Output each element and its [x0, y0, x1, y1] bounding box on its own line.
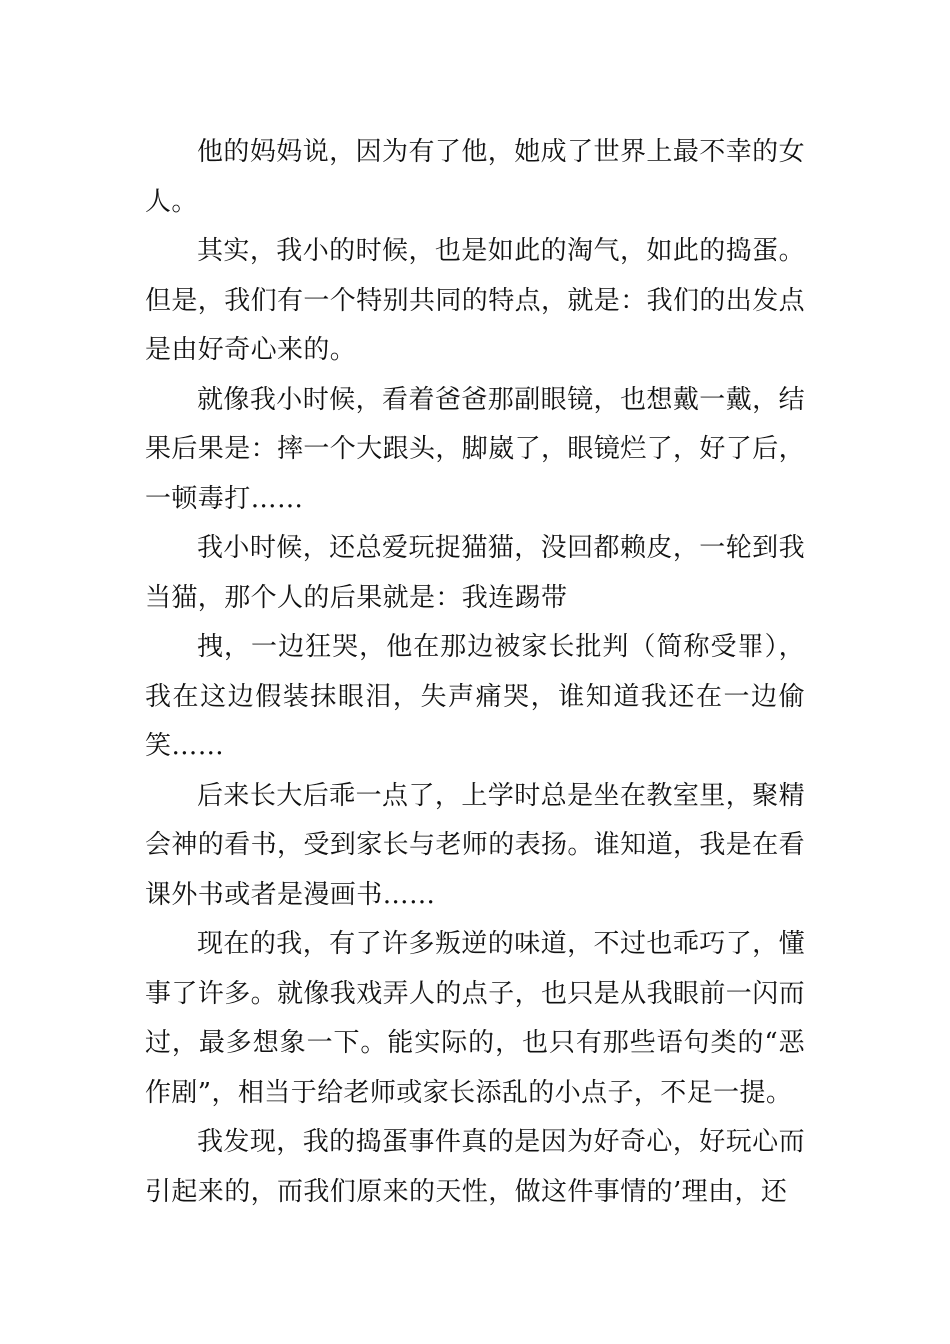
paragraph-8: 我发现，我的捣蛋事件真的是因为好奇心，好玩心而引起来的，而我们原来的天性，做这件事情的’理由，还	[145, 1127, 805, 1207]
document-body	[145, 128, 805, 1217]
paragraph-1: 他的妈妈说，因为有了他，她成了世界上最不幸的女人。	[145, 137, 805, 217]
paragraph-3: 就像我小时候，看着爸爸那副眼镜，也想戴一戴，结果后果是：摔一个大跟头，脚崴了，眼镜烂了，好了后，一顿毒打……	[145, 384, 806, 514]
paragraph-7: 现在的我，有了许多叛逆的味道，不过也乖巧了，懂事了许多。就像我戏弄人的点子，也只是从我眼前一闪而过，最多想象一下。能实际的，也只有那些语句类的“恶作剧”，相当于给老师或家长添乱的小点子，不足一提。	[145, 929, 806, 1108]
paragraph-6: 后来长大后乖一点了，上学时总是坐在教室里，聚精会神的看书，受到家长与老师的表扬。谁知道，我是在看课外书或者是漫画书……	[145, 780, 806, 910]
paragraph-5: 拽，一边狂哭，他在那边被家长批判（简称受罪），我在这边假装抹眼泪，失声痛哭，谁知道我还在一边偷笑……	[145, 632, 805, 761]
paragraph-4: 我小时候，还总爱玩捉猫猫，没回都赖皮，一轮到我当猫，那个人的后果就是：我连踢带	[145, 533, 805, 613]
paragraph-2: 其实，我小的时候，也是如此的淘气，如此的捣蛋。但是，我们有一个特别共同的特点，就是：我们的出发点是由好奇心来的。	[145, 236, 806, 365]
